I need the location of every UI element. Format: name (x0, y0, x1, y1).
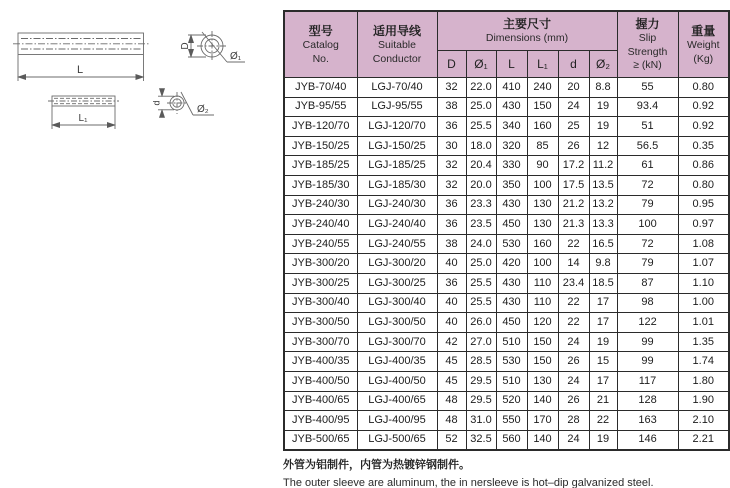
cell-catalog-no: JYB-185/30 (284, 175, 357, 195)
cell-suitable-conductor: LGJ-120/70 (357, 117, 437, 137)
cell-dim-phi1: 31.0 (466, 411, 496, 431)
cell-dim-phi2: 17 (589, 371, 617, 391)
cell-dim-L1: 150 (527, 332, 558, 352)
dim-label-L1: L₁ (78, 113, 88, 124)
cell-dim-L1: 120 (527, 313, 558, 333)
cell-dim-phi1: 32.5 (466, 430, 496, 450)
cell-dim-phi1: 20.4 (466, 156, 496, 176)
cell-dim-d: 17.2 (558, 156, 589, 176)
cell-dim-d: 24 (558, 430, 589, 450)
dim-label-L: L (76, 64, 84, 76)
cell-dim-L1: 100 (527, 254, 558, 274)
cell-weight: 0.95 (678, 195, 729, 215)
cell-slip-strength: 51 (617, 117, 678, 137)
table-row (284, 215, 729, 235)
cell-dim-phi2: 19 (589, 97, 617, 117)
cell-dim-phi2: 19 (589, 332, 617, 352)
cell-dim-phi2: 9.8 (589, 254, 617, 274)
cell-catalog-no: JYB-300/25 (284, 273, 357, 293)
cell-dim-d: 26 (558, 136, 589, 156)
cell-suitable-conductor: LGJ-150/25 (357, 136, 437, 156)
cell-suitable-conductor: LGJ-500/65 (357, 430, 437, 450)
cell-dim-L: 530 (496, 352, 527, 372)
cell-catalog-no: JYB-70/40 (284, 78, 357, 98)
cell-dim-L1: 110 (527, 293, 558, 313)
cell-weight: 0.92 (678, 97, 729, 117)
cell-dim-phi1: 23.3 (466, 195, 496, 215)
cell-dim-L: 330 (496, 156, 527, 176)
cell-dim-d: 28 (558, 411, 589, 431)
cell-dim-D: 48 (437, 391, 466, 411)
cell-dim-d: 22 (558, 313, 589, 333)
cell-suitable-conductor: LGJ-185/25 (357, 156, 437, 176)
cell-dim-D: 36 (437, 117, 466, 137)
cell-weight: 0.35 (678, 136, 729, 156)
cell-weight: 0.80 (678, 175, 729, 195)
cell-dim-d: 26 (558, 352, 589, 372)
cell-dim-L: 520 (496, 391, 527, 411)
cell-weight: 1.08 (678, 234, 729, 254)
cell-dim-phi1: 25.5 (466, 273, 496, 293)
dim-label-d: d (151, 100, 162, 106)
cell-dim-L1: 240 (527, 78, 558, 98)
col-subheader-d: d (558, 51, 589, 78)
col-header-catalog-no (284, 11, 357, 78)
cell-suitable-conductor: LGJ-400/95 (357, 411, 437, 431)
cell-weight: 1.74 (678, 352, 729, 372)
col-header-weight (678, 11, 729, 78)
table-row (284, 136, 729, 156)
cell-weight: 1.10 (678, 273, 729, 293)
cell-slip-strength: 93.4 (617, 97, 678, 117)
cell-dim-L: 510 (496, 332, 527, 352)
cell-weight: 1.80 (678, 371, 729, 391)
table-body (284, 78, 729, 451)
cell-dim-phi2: 15 (589, 352, 617, 372)
cell-catalog-no: JYB-400/65 (284, 391, 357, 411)
cell-catalog-no: JYB-240/30 (284, 195, 357, 215)
col-header-slip-en: Slip Strength (627, 32, 668, 58)
cell-dim-phi1: 20.0 (466, 175, 496, 195)
col-header-slip-zh: 握力 (635, 16, 660, 31)
cell-dim-L1: 130 (527, 215, 558, 235)
cell-catalog-no: JYB-185/25 (284, 156, 357, 176)
cell-suitable-conductor: LGJ-300/70 (357, 332, 437, 352)
table-row (284, 352, 729, 372)
cell-dim-L: 430 (496, 97, 527, 117)
note-english: The outer sleeve are aluminum, the in nersleeve is hot–dip galvanized steel. (283, 476, 654, 488)
cell-slip-strength: 99 (617, 352, 678, 372)
cell-dim-phi2: 17 (589, 313, 617, 333)
cell-weight: 0.80 (678, 78, 729, 98)
cell-catalog-no: JYB-150/25 (284, 136, 357, 156)
cell-suitable-conductor: LGJ-240/40 (357, 215, 437, 235)
col-header-slip-unit: ≥ (kN) (633, 59, 662, 72)
cell-dim-phi2: 16.5 (589, 234, 617, 254)
cell-catalog-no: JYB-240/40 (284, 215, 357, 235)
cell-dim-D: 32 (437, 175, 466, 195)
cell-dim-phi2: 19 (589, 430, 617, 450)
cell-suitable-conductor: LGJ-300/20 (357, 254, 437, 274)
table-row (284, 97, 729, 117)
table-row (284, 293, 729, 313)
cell-dim-phi2: 19 (589, 117, 617, 137)
cell-dim-L: 530 (496, 234, 527, 254)
cell-weight: 0.86 (678, 156, 729, 176)
cell-slip-strength: 55 (617, 78, 678, 98)
table-row (284, 430, 729, 450)
cell-dim-phi1: 26.0 (466, 313, 496, 333)
col-header-weight-unit: (Kg) (693, 52, 714, 65)
dim-label-D: D (180, 42, 191, 50)
cell-dim-L: 430 (496, 195, 527, 215)
cell-slip-strength: 128 (617, 391, 678, 411)
cell-dim-L: 450 (496, 215, 527, 235)
cell-dim-D: 36 (437, 215, 466, 235)
cell-dim-D: 45 (437, 352, 466, 372)
cell-catalog-no: JYB-400/35 (284, 352, 357, 372)
cell-dim-phi2: 18.5 (589, 273, 617, 293)
cell-weight: 0.97 (678, 215, 729, 235)
cell-slip-strength: 56.5 (617, 136, 678, 156)
cell-suitable-conductor: LGJ-95/55 (357, 97, 437, 117)
cell-slip-strength: 146 (617, 430, 678, 450)
cell-suitable-conductor: LGJ-300/50 (357, 313, 437, 333)
cell-dim-phi2: 12 (589, 136, 617, 156)
cell-dim-L: 550 (496, 411, 527, 431)
cell-dim-phi1: 28.5 (466, 352, 496, 372)
cell-dim-L1: 150 (527, 97, 558, 117)
col-subheader-L1: L₁ (527, 51, 558, 78)
cell-dim-d: 24 (558, 332, 589, 352)
cell-dim-L: 350 (496, 175, 527, 195)
cell-suitable-conductor: LGJ-185/30 (357, 175, 437, 195)
cell-slip-strength: 98 (617, 293, 678, 313)
cell-dim-L: 430 (496, 273, 527, 293)
col-header-conductor-zh: 适用导线 (372, 23, 421, 38)
col-header-slip-strength (617, 11, 678, 78)
cell-dim-D: 45 (437, 371, 466, 391)
cell-weight: 1.00 (678, 293, 729, 313)
cell-dim-phi1: 23.5 (466, 215, 496, 235)
cell-dim-L1: 140 (527, 430, 558, 450)
cell-slip-strength: 79 (617, 195, 678, 215)
col-header-suitable-conductor (357, 11, 437, 78)
cell-dim-L1: 160 (527, 234, 558, 254)
table-row (284, 234, 729, 254)
table-row (284, 175, 729, 195)
cell-dim-L: 340 (496, 117, 527, 137)
cell-suitable-conductor: LGJ-240/30 (357, 195, 437, 215)
cell-suitable-conductor: LGJ-300/25 (357, 273, 437, 293)
cell-dim-D: 32 (437, 78, 466, 98)
cell-slip-strength: 72 (617, 234, 678, 254)
cell-dim-phi2: 11.2 (589, 156, 617, 176)
cell-slip-strength: 61 (617, 156, 678, 176)
cell-dim-d: 20 (558, 78, 589, 98)
dim-label-phi1: Ø₁ (230, 51, 242, 62)
cell-catalog-no: JYB-300/20 (284, 254, 357, 274)
cell-dim-L1: 150 (527, 352, 558, 372)
cell-dim-phi1: 29.5 (466, 391, 496, 411)
cell-dim-L1: 100 (527, 175, 558, 195)
cell-dim-phi1: 24.0 (466, 234, 496, 254)
cell-dim-L1: 130 (527, 195, 558, 215)
cell-slip-strength: 122 (617, 313, 678, 333)
cell-catalog-no: JYB-300/70 (284, 332, 357, 352)
technical-drawing (0, 0, 260, 160)
cell-catalog-no: JYB-95/55 (284, 97, 357, 117)
cell-slip-strength: 163 (617, 411, 678, 431)
dim-label-phi2: Ø₂ (197, 104, 209, 115)
cell-catalog-no: JYB-300/50 (284, 313, 357, 333)
cell-dim-L: 320 (496, 136, 527, 156)
cell-dim-D: 30 (437, 136, 466, 156)
cell-dim-D: 40 (437, 313, 466, 333)
table-row (284, 391, 729, 411)
cell-dim-D: 52 (437, 430, 466, 450)
cell-dim-L: 510 (496, 371, 527, 391)
cell-dim-d: 25 (558, 117, 589, 137)
cell-weight: 1.35 (678, 332, 729, 352)
cell-slip-strength: 79 (617, 254, 678, 274)
cell-catalog-no: JYB-240/55 (284, 234, 357, 254)
cell-slip-strength: 99 (617, 332, 678, 352)
cell-dim-d: 21.2 (558, 195, 589, 215)
cell-suitable-conductor: LGJ-400/50 (357, 371, 437, 391)
cell-weight: 1.01 (678, 313, 729, 333)
cell-dim-phi2: 22 (589, 411, 617, 431)
col-header-conductor-en2: Conductor (372, 52, 422, 65)
col-header-dimensions (437, 11, 617, 51)
cell-dim-D: 36 (437, 195, 466, 215)
cell-dim-phi2: 13.5 (589, 175, 617, 195)
cell-suitable-conductor: LGJ-400/65 (357, 391, 437, 411)
cell-dim-d: 22 (558, 293, 589, 313)
cell-dim-phi2: 13.3 (589, 215, 617, 235)
table-row (284, 332, 729, 352)
table-row (284, 117, 729, 137)
cell-dim-L1: 160 (527, 117, 558, 137)
cell-dim-L: 430 (496, 293, 527, 313)
cell-dim-L1: 110 (527, 273, 558, 293)
col-header-catalog-zh: 型号 (308, 23, 333, 38)
cell-dim-phi1: 27.0 (466, 332, 496, 352)
col-header-conductor-en1: Suitable (378, 38, 416, 51)
col-header-weight-en: Weight (687, 38, 720, 51)
table-row (284, 273, 729, 293)
cell-dim-L1: 170 (527, 411, 558, 431)
cell-dim-phi2: 8.8 (589, 78, 617, 98)
table-row (284, 195, 729, 215)
cell-dim-d: 24 (558, 371, 589, 391)
cell-dim-d: 22 (558, 234, 589, 254)
cell-dim-d: 21.3 (558, 215, 589, 235)
table-row (284, 78, 729, 98)
cell-weight: 0.92 (678, 117, 729, 137)
cell-dim-D: 38 (437, 97, 466, 117)
cell-dim-d: 26 (558, 391, 589, 411)
cell-dim-phi2: 17 (589, 293, 617, 313)
cell-dim-L1: 90 (527, 156, 558, 176)
cell-catalog-no: JYB-500/65 (284, 430, 357, 450)
catalog-table (283, 10, 730, 451)
cell-suitable-conductor: LGJ-400/35 (357, 352, 437, 372)
cell-dim-L1: 130 (527, 371, 558, 391)
cell-dim-D: 40 (437, 254, 466, 274)
cell-dim-L: 560 (496, 430, 527, 450)
cell-dim-phi2: 21 (589, 391, 617, 411)
cell-dim-phi1: 22.0 (466, 78, 496, 98)
cell-dim-phi1: 18.0 (466, 136, 496, 156)
cell-catalog-no: JYB-120/70 (284, 117, 357, 137)
table-row (284, 156, 729, 176)
col-subheader-phi2: Ø₂ (589, 51, 617, 78)
cell-weight: 1.90 (678, 391, 729, 411)
cell-suitable-conductor: LGJ-240/55 (357, 234, 437, 254)
cell-dim-L1: 85 (527, 136, 558, 156)
cell-catalog-no: JYB-300/40 (284, 293, 357, 313)
table-row (284, 411, 729, 431)
cell-suitable-conductor: LGJ-300/40 (357, 293, 437, 313)
cell-dim-L: 420 (496, 254, 527, 274)
table-row (284, 313, 729, 333)
note-chinese: 外管为铝制件，内管为热镀锌钢制件。 (283, 459, 470, 472)
cell-catalog-no: JYB-400/95 (284, 411, 357, 431)
table-row (284, 371, 729, 391)
col-subheader-D: D (437, 51, 466, 78)
cell-dim-D: 40 (437, 293, 466, 313)
cell-dim-L: 410 (496, 78, 527, 98)
table-row (284, 254, 729, 274)
cell-dim-L1: 140 (527, 391, 558, 411)
col-header-catalog-en1: Catalog (302, 38, 339, 51)
cell-dim-D: 42 (437, 332, 466, 352)
col-header-weight-zh: 重量 (691, 23, 716, 38)
cell-dim-L: 450 (496, 313, 527, 333)
cell-weight: 2.21 (678, 430, 729, 450)
cell-dim-d: 17.5 (558, 175, 589, 195)
col-subheader-phi1: Ø₁ (466, 51, 496, 78)
cell-dim-phi1: 25.0 (466, 254, 496, 274)
cell-slip-strength: 100 (617, 215, 678, 235)
table-region (283, 10, 728, 488)
cell-dim-D: 32 (437, 156, 466, 176)
cell-suitable-conductor: LGJ-70/40 (357, 78, 437, 98)
cell-dim-d: 23.4 (558, 273, 589, 293)
cell-weight: 2.10 (678, 411, 729, 431)
col-subheader-L: L (496, 51, 527, 78)
cell-dim-phi1: 25.5 (466, 293, 496, 313)
col-header-dimensions-en: Dimensions (mm) (485, 32, 569, 45)
cell-dim-D: 38 (437, 234, 466, 254)
cell-dim-phi1: 25.0 (466, 97, 496, 117)
col-header-dimensions-zh: 主要尺寸 (503, 17, 552, 32)
col-header-catalog-en2: No. (312, 52, 329, 65)
cell-dim-D: 48 (437, 411, 466, 431)
cell-slip-strength: 87 (617, 273, 678, 293)
cell-dim-d: 24 (558, 97, 589, 117)
cell-slip-strength: 117 (617, 371, 678, 391)
cell-slip-strength: 72 (617, 175, 678, 195)
cell-dim-d: 14 (558, 254, 589, 274)
cell-dim-phi1: 29.5 (466, 371, 496, 391)
cell-weight: 1.07 (678, 254, 729, 274)
cell-dim-phi1: 25.5 (466, 117, 496, 137)
cell-dim-phi2: 13.2 (589, 195, 617, 215)
cell-catalog-no: JYB-400/50 (284, 371, 357, 391)
cell-dim-D: 36 (437, 273, 466, 293)
